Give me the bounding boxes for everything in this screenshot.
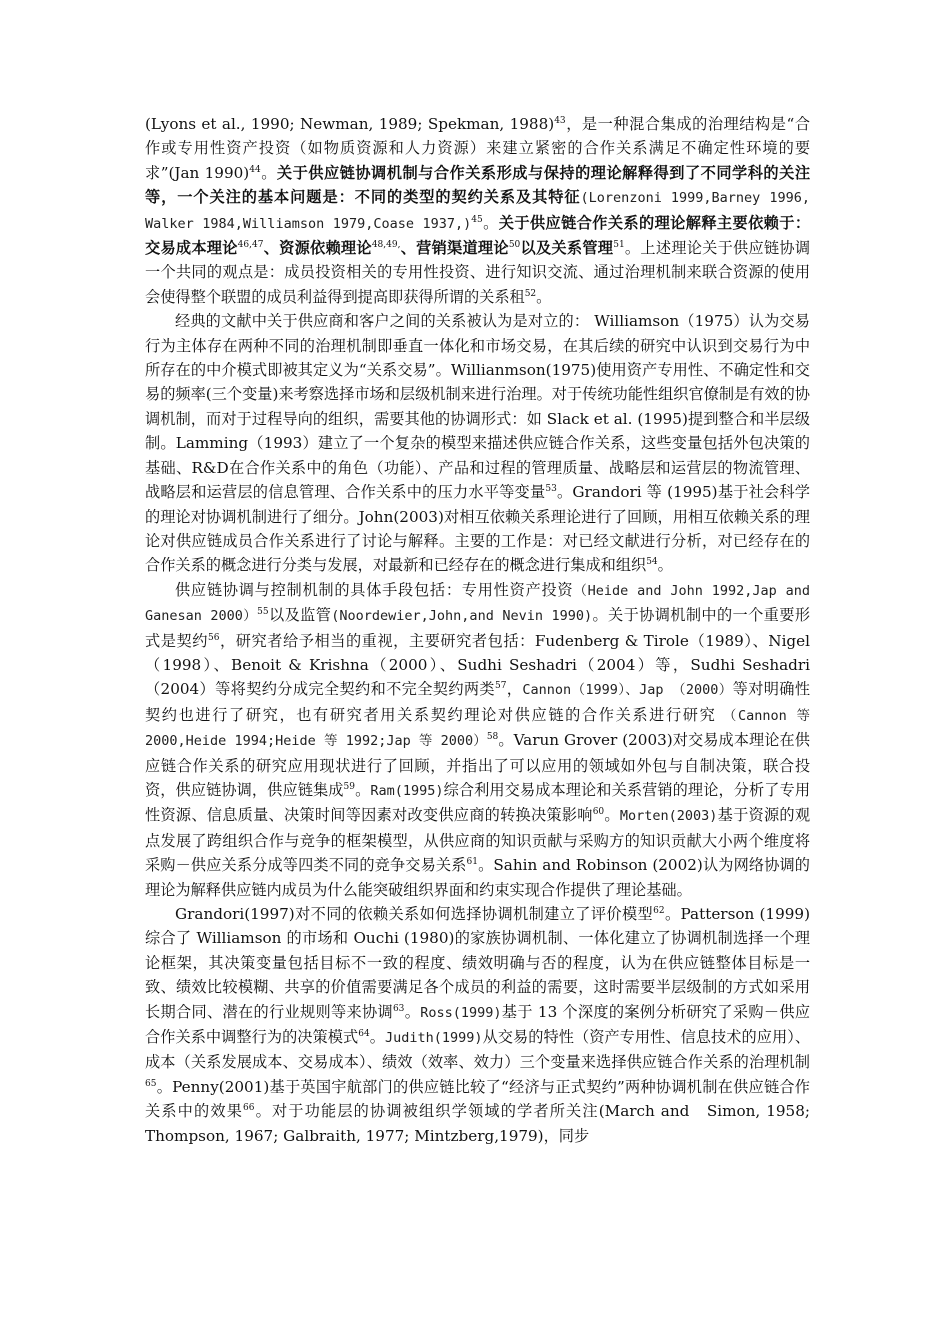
footnote-ref: 64	[358, 1028, 370, 1039]
body-text: 。Sahin and Robinson (2002)认为网络协调的理论为解释供应链内成员为什么能突破组织界面和约束实现合作提供了理论基础。	[145, 856, 810, 899]
footnote-ref: 66	[243, 1103, 255, 1114]
footnote-ref: 51	[613, 239, 625, 250]
footnote-ref: 50	[508, 239, 521, 250]
footnote-ref: 46,47	[237, 239, 264, 250]
bold-text: 以及关系管理	[520, 239, 614, 258]
body-text: 综合利用交易成本理论和关系营销的理论，分析了专用性资源、信息质量、决策时间等因素对改变供应商的转换决策影响	[145, 780, 811, 825]
document-body	[145, 112, 810, 1148]
bold-text: 关于供应链协调机制与合作关系形成与保持的理论解释得到了不同学科的关注等，一个关注的基本问题是：不同的类型的契约关系及其特征	[145, 163, 811, 207]
footnote-ref: 60	[592, 807, 605, 818]
body-text: 。	[482, 213, 499, 232]
citation-text: Judith(1999)	[384, 1030, 483, 1047]
body-text: 。上述理论关于供应链协调一个共同的观点是：成员投资相关的专用性投资、进行知识交流、通过治理机制来联合资源的使用会使得整个联盟的成员利益得到提高即获得所谓的关系租	[145, 239, 811, 306]
citation-text: Ram(1995)	[370, 782, 444, 799]
citation-text: Cannon（1999）、Jap （2000）	[522, 682, 733, 699]
footnote-ref: 48,49,	[371, 239, 401, 250]
paragraph	[145, 578, 810, 902]
footnote-ref: 56	[207, 632, 220, 643]
footnote-ref: 45	[471, 214, 483, 225]
body-text: 。Penny(2001)基于英国宇航部门的供应链比较了“经济与正式契约”两种协调机制在供应链合作关系中的效果	[145, 1077, 810, 1121]
body-text: 基于 13 个深度的案例分析研究了采购－供应合作关系中调整行为的决策模式	[145, 1002, 811, 1047]
footnote-ref: 54	[646, 557, 658, 568]
body-text: 。	[369, 1028, 385, 1047]
footnote-ref: 52	[524, 288, 537, 299]
footnote-ref: 63	[392, 1003, 405, 1014]
body-text: 供应链协调与控制机制的具体手段包括：专用性资产投资	[175, 580, 574, 599]
footnote-ref: 61	[466, 857, 478, 868]
citation-text: Morten(2003)	[619, 808, 718, 825]
body-text: 。Grandori 等 (1995)基于社会科学的理论对协调机制进行了细分。John(2003)对相互依赖关系理论进行了回顾，用相互依赖关系的理论对供应链成员合作关系进行了讨论与解释。主要的工作是：对已经文献进行分析，对已经存在的合作关系的概念进行分类与发展，对最新和已经存在的概念进行集成和组织	[145, 483, 810, 575]
body-text: 。	[404, 1002, 421, 1021]
citation-text: （Cannon 等 2000,Heide 1994;Heide 等 1992;Jap 等 2000）	[145, 707, 810, 750]
body-text: 。对于功能层的协调被组织学领域的学者所关注(March and Simon, 1958; Thompson, 1967; Galbraith, 1977; Mintzberg,1979)，同步	[145, 1102, 810, 1145]
bold-text: 、营销渠道理论	[400, 239, 509, 258]
paragraph	[145, 309, 810, 577]
body-text: ，是一种混合集成的治理结构是“合作或专用性资产投资（如物质资源和人力资源）来建立紧密的合作关系满足不确定性环境的要求”(Jan 1990)	[145, 115, 811, 182]
body-text: ，	[506, 680, 523, 699]
body-text: (Lyons et al., 1990; Newman, 1989; Spekman, 1988)	[145, 115, 555, 133]
footnote-ref: 57	[494, 681, 507, 692]
bold-text: 关于供应链合作关系的理论解释主要依赖于：交易成本理论	[145, 213, 811, 258]
body-text: 。	[260, 163, 277, 182]
body-text: 基于资源的观点发展了跨组织合作与竞争的框架模型，从供应商的知识贡献与采购方的知识贡献大小两个维度将采购－供应关系分成等四类不同的竞争交易关系	[145, 806, 810, 875]
footnote-ref: 44	[249, 164, 261, 175]
footnote-ref: 59	[343, 781, 355, 792]
footnote-ref: 55	[257, 607, 269, 618]
footnote-ref: 43	[554, 115, 566, 126]
body-text: 。Varun Grover (2003)对交易成本理论在供应链合作关系的研究应用现状进行了回顾，并指出了可以应用的领域如外包与自制决策，联合投资，供应链协调，供应链集成	[145, 731, 810, 799]
citation-text: (Noordewier,John,and Nevin 1990)	[331, 608, 593, 625]
citation-text: Ross(1999)	[420, 1004, 502, 1021]
body-text: 。	[536, 287, 552, 306]
paragraph	[145, 112, 810, 309]
body-text: 。关于协调机制中的一个重要形式是契约	[145, 606, 811, 650]
body-text: 。Patterson (1999)综合了 Williamson 的市场和 Ouchi (1980)的家族协调机制、一体化建立了协调机制选择一个理论框架，其决策变量包括目标不一致的程度、绩效明确与否的程度，认为在供应链整体目标是一致、绩效比较模糊、共享的价值需要满足各个成员的利益的需要，这时需要半层级制的方式如采用长期合同、潜在的行业规则等来协调	[145, 905, 810, 1021]
body-text: 从交易的特性（资产专用性、信息技术的应用）、成本（关系发展成本、交易成本）、绩效（效率、效力）三个变量来选择供应链合作关系的治理机制	[145, 1028, 811, 1072]
body-text: 经典的文献中关于供应商和客户之间的关系被认为是对立的： Williamson（1975）认为交易行为主体存在两种不同的治理机制即垂直一体化和市场交易，在其后续的研究中认识到交易行为中所存在的中介模式即被其定义为“关系交易”。Willianmson(1975)使用资产专用性、不确定性和交易的频率(三个变量)来考察选择市场和层级机制来进行治理。对于传统功能性组织官僚制是有效的协调机制，而对于过程导向的组织，需要其他的协调形式：如 Slack et al. (1995)提到整合和半层级制。Lamming（1993）建立了一个复杂的模型来描述供应链合作关系，这些变量包括外包决策的基础、R&D在合作关系中的角色（功能）、产品和过程的管理质量、战略层和运营层的物流管理、战略层和运营层的信息管理、合作关系中的压力水平等变量	[145, 312, 810, 502]
bold-text: 、资源依赖理论	[263, 239, 372, 258]
footnote-ref: 65	[145, 1078, 157, 1089]
footnote-ref: 58	[486, 732, 499, 743]
footnote-ref: 53	[545, 484, 557, 495]
paragraph	[145, 902, 810, 1148]
citation-text: （Heide and John 1992,Jap and Ganesan 2000）	[145, 582, 811, 625]
body-text: 等对明确性契约也进行了研究，也有研究者用关系契约理论对供应链的合作关系进行研究	[145, 680, 811, 724]
footnote-ref: 62	[653, 905, 665, 916]
citation-text: (Lorenzoni 1999,Barney 1996, Walker 1984,Williamson 1979,Coase 1937,)	[145, 190, 811, 232]
body-text: 以及监管	[268, 606, 332, 625]
body-text: 。	[657, 556, 673, 575]
body-text: 。	[354, 780, 371, 799]
body-text: ，研究者给予相当的重视，主要研究者包括：Fudenberg & Tirole（1989）、Nigel（1998）、Benoit & Krishna（2000）、Sudhi Seshadri（2004）等，Sudhi Seshadri（2004）等将契约分成完全契约和不完全契约两类	[145, 631, 811, 699]
body-text: 。	[604, 806, 620, 825]
body-text: Grandori(1997)对不同的依赖关系如何选择协调机制建立了评价模型	[175, 905, 654, 923]
